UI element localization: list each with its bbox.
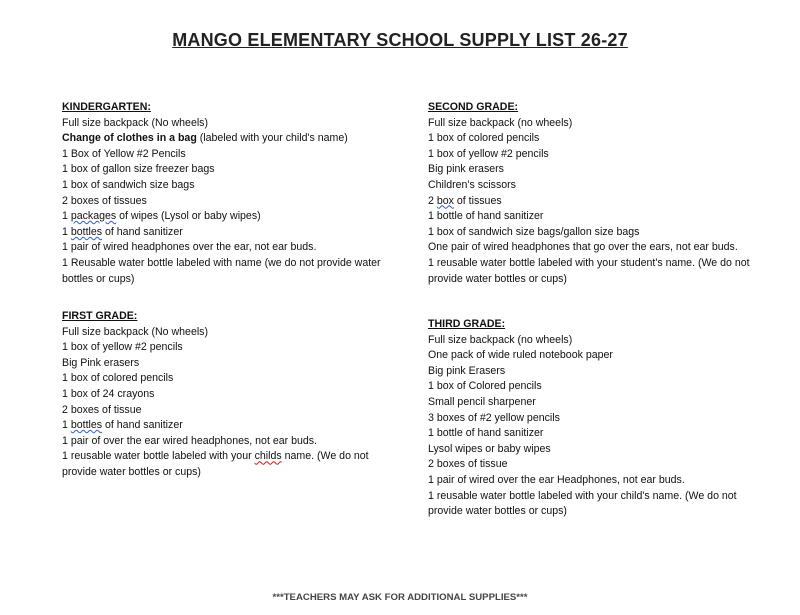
list-item: 1 packages of wipes (Lysol or baby wipes) <box>62 210 261 223</box>
list-item: 1 box of gallon size freezer bags <box>62 163 215 176</box>
list-item: 1 box of 24 crayons <box>62 387 155 400</box>
list-item: 2 boxes of tissue <box>428 458 508 471</box>
list-item: 1 Box of Yellow #2 Pencils <box>62 147 186 160</box>
list-item: Big pink Erasers <box>428 364 506 377</box>
list-item: One pack of wide ruled notebook paper <box>428 349 613 362</box>
list-item: Lysol wipes or baby wipes <box>428 442 551 455</box>
kindergarten-section <box>62 100 402 287</box>
list-item: Children's scissors <box>428 178 516 191</box>
list-item: Full size backpack (No wheels) <box>62 325 209 338</box>
second-grade-heading: SECOND GRADE: <box>428 101 519 113</box>
list-item: 2 boxes of tissues <box>62 194 147 207</box>
first-grade-section <box>62 309 402 481</box>
list-item: 1 reusable water bottle labeled with your childs name. (We do not provide water bottles or cups) <box>62 450 369 478</box>
kindergarten-heading: KINDERGARTEN: <box>62 101 151 113</box>
list-item: 1 box of sandwich size bags <box>62 178 195 191</box>
list-item: 1 box of colored pencils <box>428 132 540 145</box>
list-item: 1 Reusable water bottle labeled with name (we do not provide water bottles or cups) <box>62 256 381 285</box>
list-item: 1 reusable water bottle labeled with your child's name. (We do not provide water bottles or cups) <box>428 489 737 518</box>
first-grade-heading: FIRST GRADE: <box>62 310 138 322</box>
list-item: Small pencil sharpener <box>428 395 536 408</box>
list-item: Big pink erasers <box>428 163 504 176</box>
list-item: 1 bottle of hand sanitizer <box>428 427 544 440</box>
list-item: Full size backpack (no wheels) <box>428 116 573 129</box>
change-of-clothes-text: Change of clothes in a bag <box>62 132 197 145</box>
list-item: 1 box of colored pencils <box>62 372 174 385</box>
list-item: Full size backpack (No wheels) <box>62 116 209 129</box>
page-title: MANGO ELEMENTARY SCHOOL SUPPLY LIST 26-27 <box>172 30 628 50</box>
list-item: 2 box of tissues <box>428 194 502 207</box>
list-item: One pair of wired headphones that go over the ears, not ear buds. <box>428 241 738 254</box>
list-item: 3 boxes of #2 yellow pencils <box>428 411 560 424</box>
list-item: 1 box of yellow #2 pencils <box>428 147 549 160</box>
footer-note: ***TEACHERS MAY ASK FOR ADDITIONAL SUPPLIES*** <box>272 592 528 603</box>
list-item: 1 box of sandwich size bags/gallon size bags <box>428 225 640 238</box>
list-item: 1 bottles of hand sanitizer <box>62 419 183 432</box>
list-item: 1 bottle of hand sanitizer <box>428 210 544 223</box>
list-item: Big Pink erasers <box>62 356 140 369</box>
third-grade-heading: THIRD GRADE: <box>428 318 506 330</box>
list-item: 1 pair of wired over the ear Headphones, not ear buds. <box>428 473 685 486</box>
list-item: 1 pair of over the ear wired headphones, not ear buds. <box>62 434 318 447</box>
second-grade-section <box>428 100 768 287</box>
list-item: Full size backpack (no wheels) <box>428 333 573 346</box>
list-item: 2 boxes of tissue <box>62 403 142 416</box>
list-item: 1 box of yellow #2 pencils <box>62 341 183 354</box>
list-item: 1 reusable water bottle labeled with your student's name. (We do not provide water bottles or cups) <box>428 256 750 285</box>
list-item: Change of clothes in a bag (labeled with your child's name) <box>62 132 348 145</box>
list-item: 1 box of Colored pencils <box>428 380 542 393</box>
list-item: 1 pair of wired headphones over the ear, not ear buds. <box>62 241 317 254</box>
third-grade-section <box>428 317 768 520</box>
list-item: 1 bottles of hand sanitizer <box>62 225 183 238</box>
